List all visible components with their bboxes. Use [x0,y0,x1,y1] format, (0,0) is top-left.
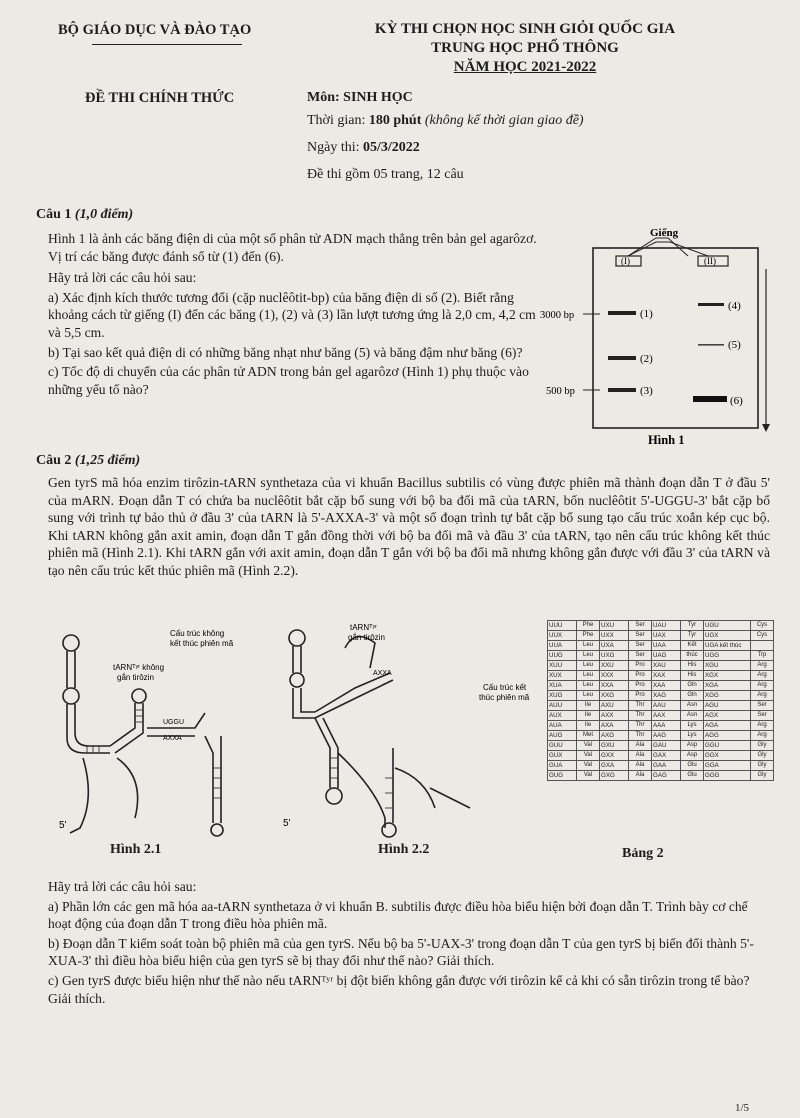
date-label: Ngày thi: [307,140,363,155]
q1-part-a: a) Xác định kích thước tương đối (cặp nuclêôtit-bp) của băng điện di số (2). Biết rằng khoảng cách từ giếng (I) đến các băng (1), (2) và (3) lần lượt tương ứng là 2,0 cm, 4,2 cm và 5,5 cm. [48,289,536,340]
codon-cell: UGA kết thúc [704,641,751,651]
codon-cell: UGU [704,621,751,631]
codon-cell: UXU [600,621,629,631]
amino-acid-cell: Phe [577,621,600,631]
amino-acid-cell: Gly [751,771,774,781]
amino-acid-cell: Ser [629,621,652,631]
codon-cell: GAX [652,751,681,761]
codon-cell: XXA [600,681,629,691]
codon-table-row [548,671,774,681]
loop-mid [63,688,79,704]
q1-points: (1,0 điểm) [71,207,134,222]
q1-body [48,230,538,398]
codon-cell: UAA [652,641,681,651]
figure-1-gel [538,224,778,449]
codon-cell: GUU [548,741,577,751]
codon-cell: UXX [600,631,629,641]
codon-cell: UXG [600,651,629,661]
fig21-label-a2: kết thúc phiên mã [170,639,234,648]
codon-table-row [548,721,774,731]
codon-cell: AXG [600,731,629,741]
codon-cell: XUX [548,671,577,681]
q2-body [48,474,770,580]
amino-acid-cell: Pro [629,691,652,701]
codon-cell: UUG [548,651,577,661]
codon-cell: AXX [600,711,629,721]
amino-acid-cell: Arg [751,731,774,741]
amino-acid-cell: Leu [577,691,600,701]
q2-paragraph: Gen tyrS mã hóa enzim tirôzin-tARN synthetaza của vi khuẩn Bacillus subtilis có vùng được phiên mã thành đoạn dẫn T ở đầu 5' của mARN. Đoạn dẫn T có chứa ba nuclêôtit bắt cặp bổ sung với bộ ba đối mã của tARN, bốn nuclêôtit 5'-UGGU-3' bắt cặp bổ sung với trình tự bảo thủ ở đầu 3' của tARN là 5'-AXXA-3' và một số đoạn trình tự bắt cặp bổ sung tạo cấu trúc xoắn kép cục bộ. Khi tARN không gắn axit amin, đoạn dẫn T gắn đồng thời với bộ ba đối mã và đầu 3' của tARN, tạo nên cấu trúc không kết thúc phiên mã (Hình 2.1). Khi tARN gắn với axit amin, đoạn dẫn T gắn với bộ ba đối mã nhưng không gắn được với đầu 3' của tARN và tạo nên cấu trúc kết thúc phiên mã (Hình 2.2). [48,475,770,578]
codon-table-row [548,711,774,721]
amino-acid-cell: Cys [751,631,774,641]
codon-cell: XGU [704,661,751,671]
amino-acid-cell: Pro [629,671,652,681]
codon-cell: UAG [652,651,681,661]
codon-cell: AUA [548,721,577,731]
official-label: ĐỀ THI CHÍNH THỨC [85,90,235,106]
codon-cell: XAA [652,681,681,691]
codon-table-row [548,771,774,781]
q1-part-b: b) Tại sao kết quả điện di có những băng nhạt như băng (5) và băng đậm như băng (6)? [48,344,523,360]
band-6 [693,396,727,402]
codon-cell: GGA [704,761,751,771]
band-1 [608,311,636,315]
page-count: Đề thi gồm 05 trang, 12 câu [307,167,464,182]
fig22-label-b1: Cấu trúc kết [483,683,527,692]
amino-acid-cell: Gln [681,691,704,701]
amino-acid-cell: Lys [681,721,704,731]
codon-cell: AUG [548,731,577,741]
amino-acid-cell: His [681,661,704,671]
band-6-label: (6) [730,395,743,407]
amino-acid-cell: Leu [577,661,600,671]
amino-acid-cell: Val [577,751,600,761]
amino-acid-cell: Ile [577,711,600,721]
amino-acid-cell: Leu [577,671,600,681]
codon-cell: XAG [652,691,681,701]
amino-acid-cell: Ser [629,631,652,641]
amino-acid-cell: Arg [751,681,774,691]
amino-acid-cell: Asn [681,701,704,711]
codon-table-row [548,751,774,761]
amino-acid-cell: Phe [577,631,600,641]
amino-acid-cell: Arg [751,691,774,701]
time-label: Thời gian: [307,113,369,128]
amino-acid-cell: Asp [681,751,704,761]
q2-heading [36,453,140,469]
amino-acid-cell: Met [577,731,600,741]
codon-cell: AUU [548,701,577,711]
svg-text:UGGU: UGGU [163,719,184,726]
codon-table-row [548,701,774,711]
codon-cell: XUU [548,661,577,671]
codon-cell: UGG [704,651,751,661]
codon-cell: GUX [548,751,577,761]
amino-acid-cell: Tyr [681,621,704,631]
q2-ask: Hãy trả lời các câu hỏi sau: [48,879,197,894]
q2-part-c: c) Gen tyrS được biểu hiện như thế nào nếu tARNᵀʸʳ bị đột biến không gắn được với tirôzin kể cả khi có sẵn tirôzin trong tế bào? Giải thích. [48,972,750,1006]
band-1-label: (1) [640,308,653,320]
marker-3000-label: 3000 bp [540,310,575,321]
amino-acid-cell: Gly [751,751,774,761]
codon-table-row [548,641,774,651]
codon-cell: GAG [652,771,681,781]
well-pointer [628,238,688,256]
amino-acid-cell: Ala [629,751,652,761]
table-2-caption: Bảng 2 [622,846,664,861]
lane-2-label: (II) [704,256,716,266]
codon-table-row [548,761,774,771]
codon-cell: XGG [704,691,751,701]
codon-cell: AAA [652,721,681,731]
q1-part-c: c) Tốc độ di chuyển của các phân tử ADN trong bản gel agarôzơ (Hình 1) phụ thuộc vào những yếu tố nào? [48,364,529,397]
band-5-label: (5) [728,339,741,351]
figure-2-2 [275,618,540,848]
codon-table-row [548,621,774,631]
codon-cell: XXU [600,661,629,671]
amino-acid-cell: Tyr [681,631,704,641]
codon-cell: AAU [652,701,681,711]
page-number: 1/5 [735,1102,750,1114]
amino-acid-cell: Gly [751,741,774,751]
exam-time [307,113,584,129]
figure-1-caption: Hình 1 [648,433,685,447]
migration-arrowhead [762,424,770,432]
codon-table-row [548,731,774,741]
codon-cell: XUA [548,681,577,691]
codon-cell: AUX [548,711,577,721]
amino-acid-cell: Ile [577,701,600,711]
amino-acid-cell: Ile [577,721,600,731]
codon-table-row [548,691,774,701]
codon-cell: UUX [548,631,577,641]
q2-part-b: b) Đoạn dẫn T kiểm soát toàn bộ phiên mã của gen tyrS. Nếu bộ ba 5'-UAX-3' trong đoạn dẫn T của gen tyrS bị biến đổi thành 5'-XUA-3' thì điều hòa biểu hiện của gen tyrS sẽ bị thay đổi như thế nào? Giải thích. [48,935,754,969]
codon-cell: XGX [704,671,751,681]
codon-table-row [548,661,774,671]
loop-top [63,635,79,651]
amino-acid-cell: Kết [681,641,704,651]
figure-2-2-caption: Hình 2.2 [378,842,430,857]
lane-1-label: (I) [621,256,630,266]
codon-table-row [548,651,774,661]
amino-acid-cell: Trp [751,651,774,661]
amino-acid-cell: thúc [681,651,704,661]
band-4-label: (4) [728,300,741,312]
q2-points: (1,25 điểm) [71,453,141,468]
amino-acid-cell: Ala [629,761,652,771]
exam-title [360,20,690,77]
codon-table-row [548,681,774,691]
well-label: Giếng [650,227,679,239]
band-2 [608,356,636,360]
codon-cell: AGX [704,711,751,721]
fig21-label-b2: gắn tirôzin [117,673,154,682]
codon-table-row [548,631,774,641]
q1-ask: Hãy trả lời các câu hỏi sau: [48,270,197,286]
time-note: (không kể thời gian giao đề) [421,113,584,128]
amino-acid-cell: Glu [681,771,704,781]
ministry-underline [92,44,242,45]
amino-acid-cell: Arg [751,661,774,671]
codon-cell: GXX [600,751,629,761]
codon-cell: UGX [704,631,751,641]
codon-cell: XXG [600,691,629,701]
amino-acid-cell: Ala [629,741,652,751]
codon-table-container [547,620,777,842]
amino-acid-cell: Asn [681,711,704,721]
amino-acid-cell: Thr [629,711,652,721]
codon-cell: AGG [704,731,751,741]
amino-acid-cell: Leu [577,681,600,691]
q2-title: Câu 2 [36,453,72,468]
amino-acid-cell: Ser [751,711,774,721]
date-value: 05/3/2022 [363,140,420,155]
codon-cell: GAU [652,741,681,751]
fig22-label-b2: thúc phiên mã [479,693,530,702]
amino-acid-cell: Leu [577,651,600,661]
q1-heading [36,207,133,223]
amino-acid-cell: Ser [629,641,652,651]
q1-intro: Hình 1 là ảnh các băng điện di của một số phân tử ADN mạch thẳng trên bản gel agarôzơ. Vị trí các băng được đánh số từ (1) đến (6). [48,231,537,264]
marker-500-label: 500 bp [546,386,575,397]
amino-acid-cell: Thr [629,731,652,741]
fig21-label-b1: tARNᵀʸʳ không [113,663,165,672]
codon-cell: GAA [652,761,681,771]
ministry-name: BỘ GIÁO DỤC VÀ ĐÀO TẠO [58,22,252,38]
amino-acid-cell: Leu [577,641,600,651]
codon-table-row [548,741,774,751]
codon-cell: GUG [548,771,577,781]
amino-acid-cell: Arg [751,671,774,681]
amino-acid-cell: Glu [681,761,704,771]
codon-cell: XAX [652,671,681,681]
codon-cell: UXA [600,641,629,651]
amino-acid-cell: Thr [629,721,652,731]
band-3 [608,388,636,392]
codon-cell: GGG [704,771,751,781]
svg-text:5': 5' [59,820,67,831]
codon-cell: GUA [548,761,577,771]
amino-acid-cell: His [681,671,704,681]
amino-acid-cell: Gln [681,681,704,691]
codon-cell: AAG [652,731,681,741]
q1-title: Câu 1 [36,207,72,222]
codon-cell: UUA [548,641,577,651]
codon-cell: GGX [704,751,751,761]
svg-text:AXXA: AXXA [163,735,182,742]
amino-acid-cell: Pro [629,661,652,671]
codon-cell: UAU [652,621,681,631]
amino-acid-cell: Val [577,761,600,771]
svg-text:5': 5' [283,818,291,829]
amino-acid-cell: Thr [629,701,652,711]
figure-2-1 [55,618,255,858]
amino-acid-cell: Val [577,741,600,751]
amino-acid-cell: Ser [751,701,774,711]
subject: Môn: SINH HỌC [307,90,413,105]
codon-cell: XAU [652,661,681,671]
amino-acid-cell: Pro [629,681,652,691]
well-pointer-2 [628,242,708,256]
codon-cell: AXU [600,701,629,711]
codon-cell: GXU [600,741,629,751]
amino-acid-cell: Gly [751,761,774,771]
band-2-label: (2) [640,353,653,365]
amino-acid-cell: Asp [681,741,704,751]
codon-cell: AXA [600,721,629,731]
amino-acid-cell [751,641,774,651]
exam-title-line2: TRUNG HỌC PHỔ THÔNG [431,40,619,56]
band-4 [698,303,724,306]
amino-acid-cell: Ser [629,651,652,661]
amino-acid-cell: Ala [629,771,652,781]
q2-questions [48,878,770,1007]
codon-cell: GXA [600,761,629,771]
codon-cell: XXX [600,671,629,681]
codon-cell: GGU [704,741,751,751]
fig22-label-a2: gắn tirôzin [348,633,385,642]
band-3-label: (3) [640,385,653,397]
exam-year: NĂM HỌC 2021-2022 [453,59,597,75]
codon-cell: AGA [704,721,751,731]
codon-cell: UUU [548,621,577,631]
figure-2-1-caption: Hình 2.1 [110,842,162,857]
codon-cell: XGA [704,681,751,691]
codon-cell: GXG [600,771,629,781]
codon-cell: XUG [548,691,577,701]
band-5 [698,344,724,346]
fig21-label-a1: Cấu trúc không [170,629,225,638]
codon-cell: AGU [704,701,751,711]
amino-acid-cell: Arg [751,721,774,731]
svg-text:AXXA: AXXA [373,670,392,677]
codon-table [547,620,774,781]
codon-cell: UAX [652,631,681,641]
fig22-label-a1: tARNᵀʸʳ [350,623,378,632]
time-value: 180 phút [368,113,422,128]
amino-acid-cell: Lys [681,731,704,741]
codon-cell: AAX [652,711,681,721]
exam-title-line1: KỲ THI CHỌN HỌC SINH GIỎI QUỐC GIA [374,21,676,37]
amino-acid-cell: Val [577,771,600,781]
q2-part-a: a) Phần lớn các gen mã hóa aa-tARN synthetaza ở vi khuẩn B. subtilis được điều hòa biểu hiện bởi đoạn dẫn T. Trình bày cơ chế hoạt động của đoạn dẫn T trong điều hòa phiên mã. [48,898,748,932]
amino-acid-cell: Cys [751,621,774,631]
exam-date [307,140,420,156]
